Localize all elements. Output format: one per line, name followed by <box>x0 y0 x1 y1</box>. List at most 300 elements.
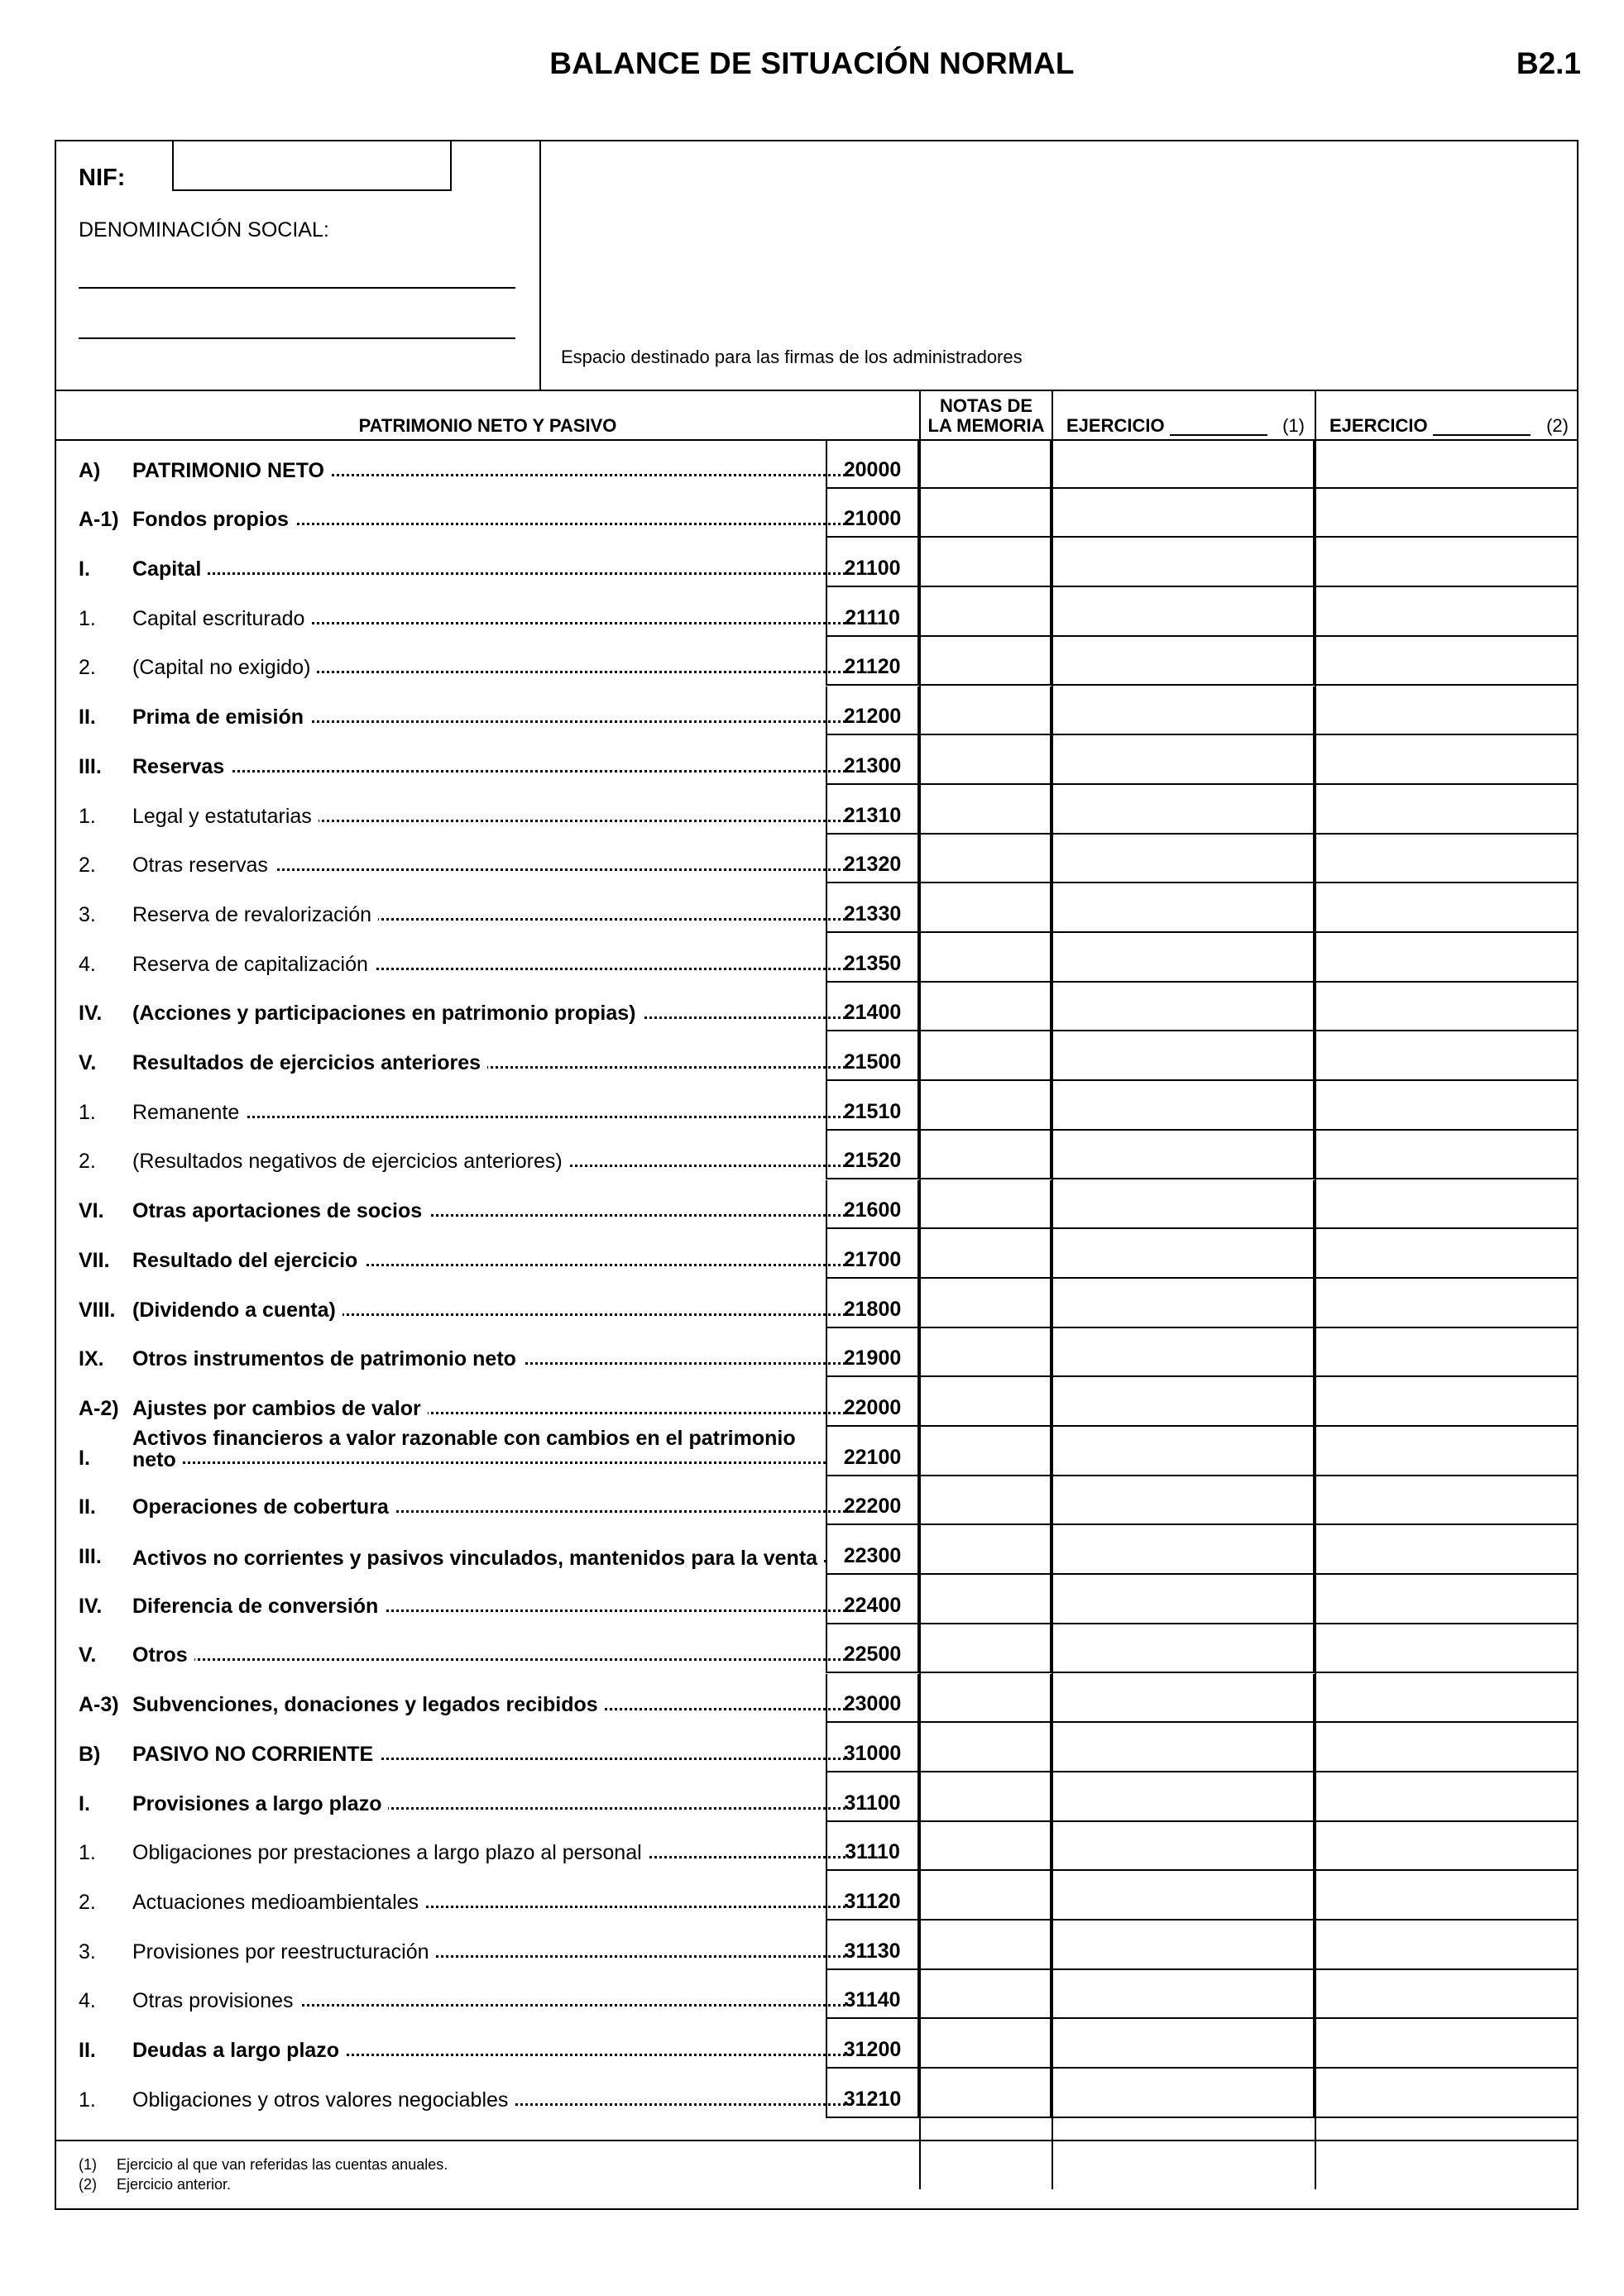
notas-cell[interactable] <box>919 1427 1052 1476</box>
row-number: V. <box>79 1643 97 1667</box>
row-code: 31210 <box>826 2069 919 2118</box>
row-label <box>132 606 852 631</box>
ejercicio-2-cell[interactable] <box>1315 735 1578 785</box>
ejercicio-1-cell[interactable] <box>1052 1328 1315 1378</box>
ejercicio-1-cell[interactable] <box>1052 1871 1315 1921</box>
table-row <box>56 1624 1577 1674</box>
ejercicio-1-cell[interactable] <box>1052 735 1315 785</box>
ejercicio-2-cell[interactable] <box>1315 686 1578 736</box>
ejercicio-1-cell[interactable] <box>1052 439 1315 489</box>
ejercicio-2-cell[interactable] <box>1315 1871 1578 1921</box>
table-row <box>56 2069 1577 2118</box>
footnote-2-text: Ejercicio anterior. <box>117 2176 232 2193</box>
denominacion-label: DENOMINACIÓN SOCIAL: <box>79 218 329 242</box>
denominacion-line-2[interactable] <box>79 337 515 339</box>
table-row <box>56 983 1577 1032</box>
row-label <box>132 1988 852 2013</box>
row-label-text: PASIVO NO CORRIENTE <box>132 1743 380 1766</box>
row-label-text: Actuaciones medioambientales <box>132 1891 425 1914</box>
notas-cell[interactable] <box>919 2069 1052 2118</box>
divider <box>56 2140 1577 2141</box>
row-code: 21300 <box>826 735 919 785</box>
row-label <box>132 1890 852 1915</box>
row-code: 20000 <box>826 439 919 489</box>
row-number: VII. <box>79 1248 110 1272</box>
table-row <box>56 1575 1577 1624</box>
row-code: 21800 <box>826 1279 919 1328</box>
ejercicio-1-year-field[interactable] <box>1170 419 1267 436</box>
column-header-notas <box>919 390 1052 439</box>
ejercicio-2-cell[interactable] <box>1315 1229 1578 1279</box>
row-label <box>132 1742 852 1767</box>
row-label-text: Diferencia de conversión <box>132 1595 385 1618</box>
ejercicio-1-note: (1) <box>1282 415 1305 436</box>
ejercicio-1-cell[interactable] <box>1052 2069 1315 2118</box>
row-number: VIII. <box>79 1298 116 1322</box>
notas-cell[interactable] <box>919 1229 1052 1279</box>
row-code: 22000 <box>826 1377 919 1427</box>
notas-cell[interactable] <box>919 538 1052 587</box>
row-label-text: Otros <box>132 1643 194 1667</box>
row-code: 23000 <box>826 1674 919 1724</box>
row-number: I. <box>79 1791 90 1815</box>
ejercicio-1-cell[interactable] <box>1052 587 1315 637</box>
ejercicio-2-cell[interactable] <box>1315 1525 1578 1575</box>
table-row <box>56 439 1577 489</box>
row-label <box>132 1396 852 1421</box>
row-number: 2. <box>79 1890 96 1914</box>
table-row <box>56 538 1577 587</box>
ejercicio-2-cell[interactable] <box>1315 1772 1578 1822</box>
ejercicio-1-cell[interactable] <box>1052 1525 1315 1575</box>
table-row <box>56 785 1577 835</box>
ejercicio-2-cell[interactable] <box>1315 1377 1578 1427</box>
table-row <box>56 1871 1577 1921</box>
footnote-1-mark: (1) <box>79 2156 97 2173</box>
row-code: 31100 <box>826 1772 919 1822</box>
row-number: II. <box>79 1495 96 1519</box>
table-row <box>56 637 1577 686</box>
row-label <box>132 1298 852 1323</box>
notas-cell[interactable] <box>919 489 1052 538</box>
table-row <box>56 1279 1577 1328</box>
nif-input[interactable] <box>172 141 452 191</box>
row-number: 2. <box>79 656 96 680</box>
ejercicio-2-cell[interactable] <box>1315 1328 1578 1378</box>
notas-cell[interactable] <box>919 587 1052 637</box>
table-row <box>56 1525 1577 1575</box>
row-label-text: Activos financieros a valor razonable con cambios en el patrimonio neto <box>132 1427 796 1471</box>
ejercicio-1-cell[interactable] <box>1052 1723 1315 1772</box>
row-label-text: Deudas a largo plazo <box>132 2039 346 2062</box>
notas-cell[interactable] <box>919 2019 1052 2069</box>
row-code: 21330 <box>826 883 919 933</box>
row-label-text: Resultados de ejercicios anteriores <box>132 1051 487 1074</box>
row-label-text: Fondos propios <box>132 508 295 531</box>
row-number: B) <box>79 1742 101 1766</box>
table-row <box>56 1921 1577 1970</box>
row-number: I. <box>79 1446 90 1470</box>
identity-section <box>56 141 541 390</box>
row-label <box>132 1050 852 1075</box>
table-row <box>56 1723 1577 1772</box>
row-label-text: Obligaciones por prestaciones a largo plazo al personal <box>132 1841 649 1864</box>
ejercicio-1-cell[interactable] <box>1052 785 1315 835</box>
footnote-2 <box>79 2176 231 2193</box>
ejercicio-2-cell[interactable] <box>1315 489 1578 538</box>
ejercicio-1-cell[interactable] <box>1052 489 1315 538</box>
row-code: 31000 <box>826 1723 919 1772</box>
row-number: A) <box>79 458 101 482</box>
row-label-text: Reserva de capitalización <box>132 953 375 976</box>
footnote-2-mark: (2) <box>79 2176 97 2193</box>
table-row <box>56 735 1577 785</box>
row-code: 22300 <box>826 1525 919 1575</box>
ejercicio-1-cell[interactable] <box>1052 538 1315 587</box>
notas-cell[interactable] <box>919 637 1052 686</box>
table-row <box>56 2019 1577 2069</box>
row-code: 21900 <box>826 1328 919 1378</box>
row-label <box>132 1001 852 1026</box>
row-code: 21000 <box>826 489 919 538</box>
row-label-text: Reserva de revalorización <box>132 903 378 926</box>
row-label <box>132 1149 852 1174</box>
row-label-text: Capital <box>132 557 208 581</box>
notas-cell[interactable] <box>919 1328 1052 1378</box>
table-row <box>56 1674 1577 1724</box>
row-label <box>132 853 852 878</box>
notas-cell[interactable] <box>919 1921 1052 1970</box>
row-label-text: Otros instrumentos de patrimonio neto <box>132 1347 523 1370</box>
row-label <box>132 2038 852 2063</box>
notas-cell[interactable] <box>919 835 1052 884</box>
table-row <box>56 1427 1577 1476</box>
row-label-text: Otras provisiones <box>132 1989 300 2012</box>
notas-cell[interactable] <box>919 1377 1052 1427</box>
row-label-text: Ajustes por cambios de valor <box>132 1397 428 1420</box>
row-label <box>132 458 852 483</box>
ejercicio-1-cell[interactable] <box>1052 1575 1315 1624</box>
ejercicio-1-cell[interactable] <box>1052 1427 1315 1476</box>
table-row <box>56 1180 1577 1230</box>
ejercicio-2-cell[interactable] <box>1315 439 1578 489</box>
notas-cell[interactable] <box>919 883 1052 933</box>
row-code: 21700 <box>826 1229 919 1279</box>
notas-cell[interactable] <box>919 1031 1052 1081</box>
table-row <box>56 587 1577 637</box>
notas-cell[interactable] <box>919 1476 1052 1526</box>
row-label-text: Otras reservas <box>132 854 275 877</box>
nif-label: NIF: <box>79 165 126 191</box>
ejercicio-1-cell[interactable] <box>1052 686 1315 736</box>
ejercicio-1-cell[interactable] <box>1052 933 1315 983</box>
row-label <box>132 1594 852 1619</box>
row-number: 1. <box>79 2088 96 2112</box>
ejercicio-1-cell[interactable] <box>1052 1674 1315 1724</box>
notas-cell[interactable] <box>919 1723 1052 1772</box>
ejercicio-1-cell[interactable] <box>1052 1476 1315 1526</box>
notas-cell[interactable] <box>919 785 1052 835</box>
ejercicio-1-cell[interactable] <box>1052 1279 1315 1328</box>
notas-cell[interactable] <box>919 1180 1052 1230</box>
row-label-text: (Resultados negativos de ejercicios anteriores) <box>132 1150 569 1173</box>
row-label <box>132 1840 852 1865</box>
row-label <box>132 804 852 829</box>
ejercicio-2-cell[interactable] <box>1315 1131 1578 1180</box>
row-label-text: (Capital no exigido) <box>132 656 317 679</box>
row-code: 21120 <box>826 637 919 686</box>
row-code: 21200 <box>826 686 919 736</box>
notas-line1: NOTAS DE <box>939 395 1033 416</box>
notas-cell[interactable] <box>919 1624 1052 1674</box>
row-label-text: PATRIMONIO NETO <box>132 459 331 482</box>
row-code: 21520 <box>826 1131 919 1180</box>
row-label-text: Legal y estatutarias <box>132 805 319 828</box>
row-code: 31130 <box>826 1921 919 1970</box>
notas-cell[interactable] <box>919 439 1052 489</box>
notas-cell[interactable] <box>919 1822 1052 1872</box>
table-row <box>56 1970 1577 2020</box>
row-number: 1. <box>79 804 96 828</box>
row-label <box>132 1198 852 1223</box>
ejercicio-1-cell[interactable] <box>1052 983 1315 1032</box>
table-row <box>56 1131 1577 1180</box>
ejercicio-2-cell[interactable] <box>1315 1279 1578 1328</box>
row-label-text: Activos no corrientes y pasivos vinculados, mantenidos para la venta <box>132 1547 824 1569</box>
row-number: 3. <box>79 1940 96 1964</box>
row-code: 21600 <box>826 1180 919 1230</box>
row-label <box>132 557 852 581</box>
ejercicio-2-cell[interactable] <box>1315 785 1578 835</box>
notas-cell[interactable] <box>919 1081 1052 1131</box>
row-number: 2. <box>79 854 96 878</box>
notas-cell[interactable] <box>919 1674 1052 1724</box>
notas-cell[interactable] <box>919 686 1052 736</box>
row-label-text: Capital escriturado <box>132 607 311 630</box>
row-label-text: Provisiones por reestructuración <box>132 1940 436 1964</box>
notas-cell[interactable] <box>919 983 1052 1032</box>
notas-cell[interactable] <box>919 1279 1052 1328</box>
ejercicio-2-cell[interactable] <box>1315 587 1578 637</box>
row-label-text: Otras aportaciones de socios <box>132 1199 429 1222</box>
table-row <box>56 1822 1577 1872</box>
ejercicio-1-cell[interactable] <box>1052 2019 1315 2069</box>
ejercicio-2-cell[interactable] <box>1315 1180 1578 1230</box>
row-label-text: (Dividendo a cuenta) <box>132 1299 343 1322</box>
form-code: B2.1 <box>1516 46 1581 80</box>
row-label <box>132 1100 852 1125</box>
row-number: 1. <box>79 606 96 630</box>
ejercicio-2-cell[interactable] <box>1315 1723 1578 1772</box>
table-row <box>56 1031 1577 1081</box>
notas-cell[interactable] <box>919 1525 1052 1575</box>
row-number: V. <box>79 1051 97 1075</box>
row-number: II. <box>79 2039 96 2063</box>
row-label <box>132 1643 852 1667</box>
row-number: 1. <box>79 1100 96 1124</box>
ejercicio-2-cell[interactable] <box>1315 1822 1578 1872</box>
row-code: 31110 <box>826 1822 919 1872</box>
ejercicio-1-cell[interactable] <box>1052 1131 1315 1180</box>
ejercicio-2-cell[interactable] <box>1315 1427 1578 1476</box>
table-row <box>56 1081 1577 1131</box>
row-number: A-1) <box>79 508 119 532</box>
row-code: 31200 <box>826 2019 919 2069</box>
notas-cell[interactable] <box>919 1970 1052 2020</box>
row-code: 21100 <box>826 538 919 587</box>
row-code: 21400 <box>826 983 919 1032</box>
row-code: 21350 <box>826 933 919 983</box>
table-row <box>56 933 1577 983</box>
notas-cell[interactable] <box>919 1575 1052 1624</box>
row-number: 4. <box>79 1989 96 2013</box>
column-header-main <box>56 390 919 439</box>
column-header-main-label: PATRIMONIO NETO Y PASIVO <box>358 415 617 436</box>
row-number: IV. <box>79 1002 103 1026</box>
row-label <box>132 2088 852 2112</box>
ejercicio-1-cell[interactable] <box>1052 835 1315 884</box>
ejercicio-1-cell[interactable] <box>1052 1229 1315 1279</box>
ejercicio-2-cell[interactable] <box>1315 1476 1578 1526</box>
row-label <box>132 1495 852 1519</box>
row-label-text: Resultado del ejercicio <box>132 1249 364 1272</box>
ejercicio-2-cell[interactable] <box>1315 2019 1578 2069</box>
ejercicio-2-cell[interactable] <box>1315 2069 1578 2118</box>
ejercicio-2-cell[interactable] <box>1315 835 1578 884</box>
ejercicio-1-cell[interactable] <box>1052 1921 1315 1970</box>
row-label <box>132 1791 852 1816</box>
ejercicio-1-cell[interactable] <box>1052 1970 1315 2020</box>
row-number: III. <box>79 754 102 778</box>
row-number: 1. <box>79 1841 96 1865</box>
column-header-ejercicio-2 <box>1315 390 1578 439</box>
row-code: 22400 <box>826 1575 919 1624</box>
ejercicio-1-cell[interactable] <box>1052 637 1315 686</box>
table-row <box>56 1377 1577 1427</box>
row-label-text: Prima de emisión <box>132 706 310 729</box>
ejercicio-1-cell[interactable] <box>1052 1031 1315 1081</box>
row-code: 31140 <box>826 1970 919 2020</box>
ejercicio-2-cell[interactable] <box>1315 637 1578 686</box>
row-number: 4. <box>79 952 96 976</box>
ejercicio-1-cell[interactable] <box>1052 1624 1315 1674</box>
row-label <box>132 1248 852 1273</box>
ejercicio-1-cell[interactable] <box>1052 883 1315 933</box>
ejercicio-1-cell[interactable] <box>1052 1772 1315 1822</box>
table-row <box>56 1328 1577 1378</box>
table-row <box>56 1476 1577 1526</box>
row-label <box>132 507 852 532</box>
notas-cell[interactable] <box>919 1871 1052 1921</box>
ejercicio-2-cell[interactable] <box>1315 883 1578 933</box>
ejercicio-2-label: EJERCICIO <box>1329 415 1428 436</box>
table-row <box>56 1229 1577 1279</box>
row-number: I. <box>79 557 90 581</box>
row-label <box>132 705 852 729</box>
row-label <box>132 1547 826 1569</box>
row-code: 21510 <box>826 1081 919 1131</box>
notas-cell[interactable] <box>919 735 1052 785</box>
ejercicio-2-year-field[interactable] <box>1433 419 1531 436</box>
row-number: 3. <box>79 902 96 926</box>
row-label <box>132 1940 852 1964</box>
ejercicio-1-label: EJERCICIO <box>1066 415 1165 436</box>
row-label <box>132 655 852 680</box>
row-number: II. <box>79 706 96 729</box>
row-code: 21310 <box>826 785 919 835</box>
row-number: A-3) <box>79 1693 119 1717</box>
ejercicio-1-cell[interactable] <box>1052 1081 1315 1131</box>
ejercicio-2-cell[interactable] <box>1315 1624 1578 1674</box>
ejercicio-2-cell[interactable] <box>1315 1970 1578 2020</box>
table-row <box>56 835 1577 884</box>
row-code: 31120 <box>826 1871 919 1921</box>
column-header-ejercicio-1 <box>1052 390 1315 439</box>
row-number: IX. <box>79 1347 104 1371</box>
ejercicio-2-cell[interactable] <box>1315 1575 1578 1624</box>
row-label-text: Remanente <box>132 1101 246 1124</box>
table-row <box>56 489 1577 538</box>
ejercicio-2-cell[interactable] <box>1315 1081 1578 1131</box>
row-code: 21500 <box>826 1031 919 1081</box>
row-label <box>132 754 852 779</box>
row-label <box>132 1692 852 1717</box>
notas-cell[interactable] <box>919 933 1052 983</box>
row-number: VI. <box>79 1199 104 1223</box>
row-code: 21110 <box>826 587 919 637</box>
row-number: IV. <box>79 1594 103 1618</box>
row-code: 22100 <box>826 1427 919 1476</box>
ejercicio-2-note: (2) <box>1546 415 1569 436</box>
denominacion-line-1[interactable] <box>79 287 515 289</box>
footnote-1 <box>79 2156 448 2174</box>
ejercicio-2-cell[interactable] <box>1315 538 1578 587</box>
row-number: 2. <box>79 1150 96 1174</box>
row-number: III. <box>79 1545 102 1569</box>
ejercicio-1-cell[interactable] <box>1052 1180 1315 1230</box>
ejercicio-2-cell[interactable] <box>1315 1674 1578 1724</box>
signature-space-caption: Espacio destinado para las firmas de los administradores <box>561 347 1023 367</box>
table-row <box>56 883 1577 933</box>
footnote-1-text: Ejercicio al que van referidas las cuentas anuales. <box>117 2156 448 2173</box>
row-label-text: Subvenciones, donaciones y legados recibidos <box>132 1693 605 1716</box>
row-label-text: Operaciones de cobertura <box>132 1495 395 1519</box>
notas-line2: LA MEMORIA <box>927 415 1045 436</box>
ejercicio-2-cell[interactable] <box>1315 983 1578 1032</box>
row-code: 22500 <box>826 1624 919 1674</box>
ejercicio-1-cell[interactable] <box>1052 1822 1315 1872</box>
ejercicio-2-cell[interactable] <box>1315 1921 1578 1970</box>
form-frame <box>55 140 1578 2210</box>
ejercicio-2-cell[interactable] <box>1315 1031 1578 1081</box>
row-label-text: Provisiones a largo plazo <box>132 1792 388 1815</box>
notas-cell[interactable] <box>919 1772 1052 1822</box>
row-label-text: (Acciones y participaciones en patrimonio propias) <box>132 1002 642 1025</box>
page-title: BALANCE DE SITUACIÓN NORMAL <box>549 46 1075 80</box>
row-code: 22200 <box>826 1476 919 1526</box>
row-label-text: Obligaciones y otros valores negociables <box>132 2088 515 2112</box>
notas-cell[interactable] <box>919 1131 1052 1180</box>
table-row <box>56 1772 1577 1822</box>
row-label-text: Reservas <box>132 755 231 778</box>
row-label <box>132 902 852 927</box>
row-label <box>132 952 852 977</box>
ejercicio-1-cell[interactable] <box>1052 1377 1315 1427</box>
row-label <box>132 1347 852 1371</box>
row-number: A-2) <box>79 1396 119 1420</box>
ejercicio-2-cell[interactable] <box>1315 933 1578 983</box>
row-label <box>132 1428 826 1471</box>
